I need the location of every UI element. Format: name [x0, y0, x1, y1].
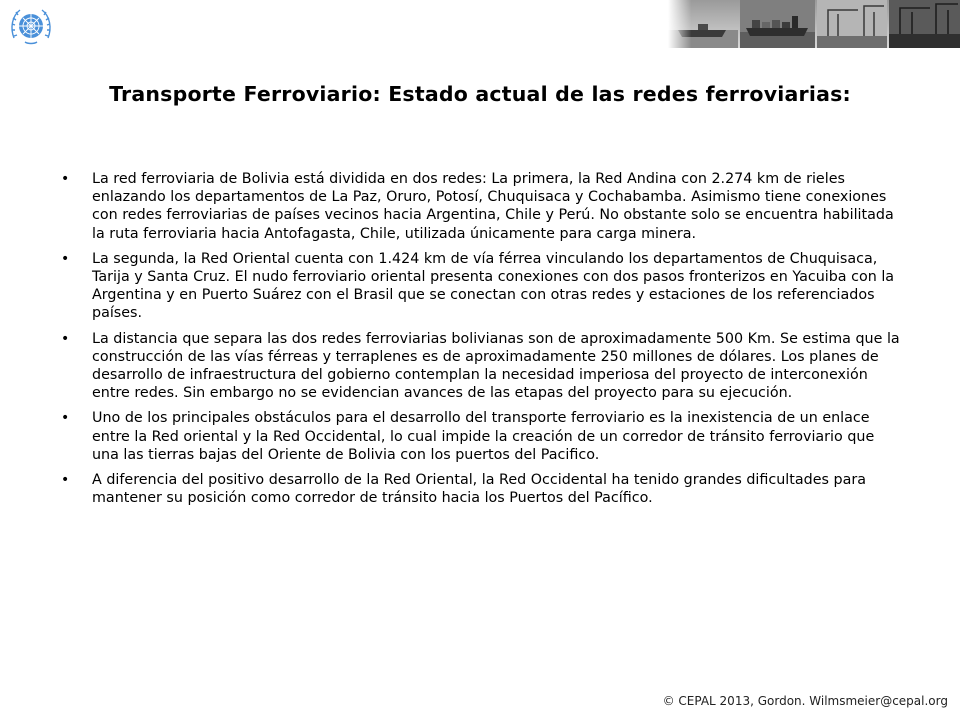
bullet-text: La red ferroviaria de Bolivia está dividida en dos redes: La primera, la Red Andina con 2.274 km de rieles enlazando los departamentos de La Paz, Oruro, Potosí, Chuquisaca y Cochabamba. Asimismo tiene conexiones con redes ferroviarias de países vecinos hacia Argentina, Chile y Perú. No obstante solo se encuentra habilitada la ruta ferroviaria hacia Antofagasta, Chile, utilizada únicamente para carga minera. [92, 171, 894, 242]
bullet-marker: • [61, 250, 70, 267]
footer-credit: © CEPAL 2013, Gordon. Wilmsmeier@cepal.org [662, 694, 948, 708]
bullet-list [61, 170, 900, 514]
bullet-marker: • [61, 472, 70, 489]
port-photo-banner [668, 0, 960, 48]
bullet-item [61, 330, 900, 403]
slide-title: Transporte Ferroviario: Estado actual de las redes ferroviarias: [109, 82, 851, 106]
bullet-item [61, 250, 900, 323]
bullet-text: La distancia que separa las dos redes ferroviarias bolivianas son de aproximadamente 500 Km. Se estima que la construcción de las vías férreas y terraplenes es de aproximadamente 250 millones de dólares. Los planes de desarrollo de infraestructura del gobierno contemplan la necesidad imperiosa del proyecto de interconexión entre redes. Sin embargo no se evidencian avances de las etapas del proyecto para su ejecución. [92, 330, 900, 402]
bullet-marker: • [61, 410, 70, 427]
bullet-marker: • [61, 171, 70, 187]
bullet-text: Uno de los principales obstáculos para el desarrollo del transporte ferroviario es la inexistencia de un enlace entre la Red oriental y la Red Occidental, lo cual impide la creación de un corredor de tránsito ferroviario que una las tierras bajas del Oriente de Bolivia con los puertos del Pacifico. [92, 410, 875, 463]
bullet-item [61, 170, 900, 243]
bullet-text: A diferencia del positivo desarrollo de la Red Oriental, la Red Occidental ha tenido grandes dificultades para mantener su posición como corredor de tránsito hacia los Puertos del Pacífico. [92, 472, 866, 507]
bullet-item [61, 471, 900, 507]
un-emblem-icon [8, 4, 54, 50]
bullet-text: La segunda, la Red Oriental cuenta con 1.424 km de vía férrea vinculando los departamentos de Chuquisaca, Tarija y Santa Cruz. El nudo ferroviario oriental presenta conexiones con dos pasos fronterizos en Yacuiba con la Argentina y en Puerto Suárez con el Brasil que se conectan con otras redes y estaciones de los referenciados países. [92, 250, 895, 322]
bullet-item [61, 409, 900, 464]
bullet-marker: • [61, 330, 70, 347]
